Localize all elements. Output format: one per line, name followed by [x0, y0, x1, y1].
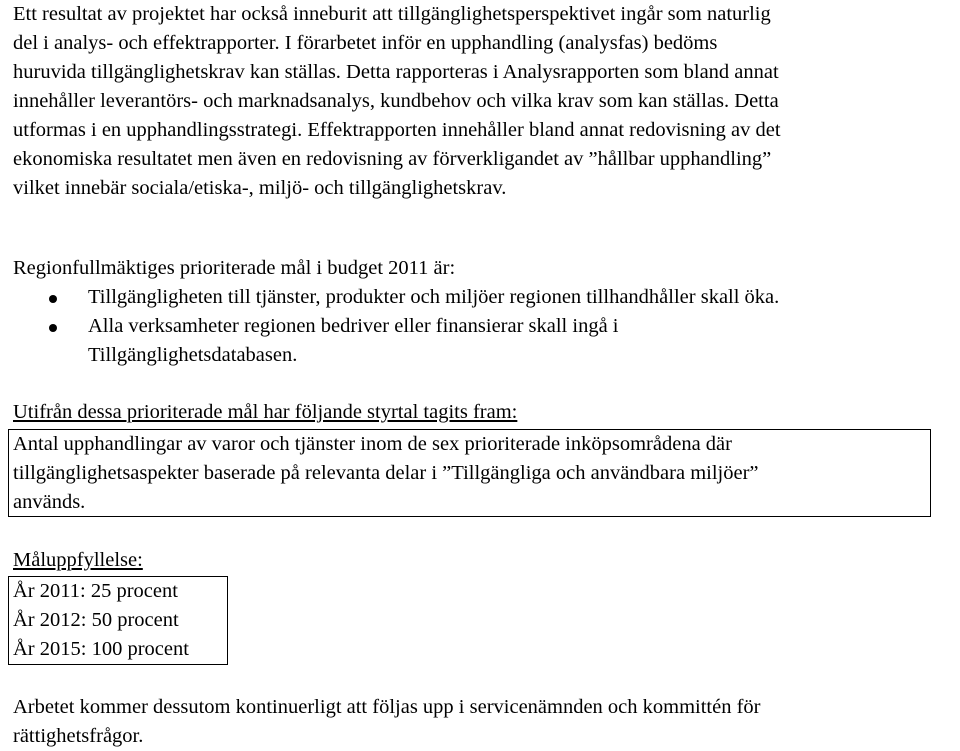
indicator-line: Antal upphandlingar av varor och tjänster inom de sex prioriterade inköpsområdena där [13, 433, 732, 455]
section-heading: Utifrån dessa prioriterade mål har följande styrtal tagits fram: [13, 401, 518, 423]
paragraph-line: utformas i en upphandlingsstrategi. Effektrapporten innehåller bland annat redovisning av det [13, 119, 781, 141]
target-line: År 2012: 50 procent [13, 609, 179, 631]
indicator-box [8, 429, 931, 517]
approach-heading [13, 398, 517, 427]
targets-box [8, 576, 228, 665]
bullet-icon [49, 324, 57, 332]
paragraph-line: ekonomiska resultatet men även en redovisning av förverkligandet av ”hållbar upphandling” [13, 148, 772, 170]
list-item-line: Tillgängligheten till tjänster, produkter och miljöer regionen tillhandhåller skall öka. [88, 286, 780, 308]
indicator-line: tillgänglighetsaspekter baserade på relevanta delar i ”Tillgängliga och användbara miljöer” [13, 462, 759, 484]
list-item [13, 312, 953, 370]
paragraph-line: del i analys- och effektrapporter. I förarbetet inför en upphandling (analysfas) bedöms [13, 32, 718, 54]
fulfillment-heading [13, 546, 143, 575]
paragraph-line: Ett resultat av projektet har också inneburit att tillgänglighetsperspektivet ingår som naturlig [13, 3, 771, 25]
paragraph-line: rättighetsfrågor. [13, 725, 144, 747]
goals-bullet-list [13, 283, 953, 370]
intro-paragraph [13, 0, 781, 203]
section-heading: Regionfullmäktiges prioriterade mål i budget 2011 är: [13, 257, 456, 279]
target-line: År 2015: 100 procent [13, 638, 189, 660]
bullet-icon [49, 295, 57, 303]
indicator-line: används. [13, 491, 86, 513]
goals-heading [13, 254, 455, 283]
paragraph-line: Arbetet kommer dessutom kontinuerligt att följas upp i servicenämnden och kommittén för [13, 696, 761, 718]
paragraph-line: huruvida tillgänglighetskrav kan ställas. Detta rapporteras i Analysrapporten som bland annat [13, 61, 779, 83]
paragraph-line: vilket innebär sociala/etiska-, miljö- och tillgänglighetskrav. [13, 177, 507, 199]
list-item-line: Tillgänglighetsdatabasen. [88, 344, 298, 366]
section-heading: Måluppfyllelse: [13, 549, 143, 571]
paragraph-line: innehåller leverantörs- och marknadsanalys, kundbehov och vilka krav som kan ställas. Detta [13, 90, 779, 112]
target-line: År 2011: 25 procent [13, 580, 178, 602]
list-item [13, 283, 953, 312]
list-item-line: Alla verksamheter regionen bedriver eller finansierar skall ingå i [88, 315, 619, 337]
closing-paragraph [13, 693, 761, 751]
